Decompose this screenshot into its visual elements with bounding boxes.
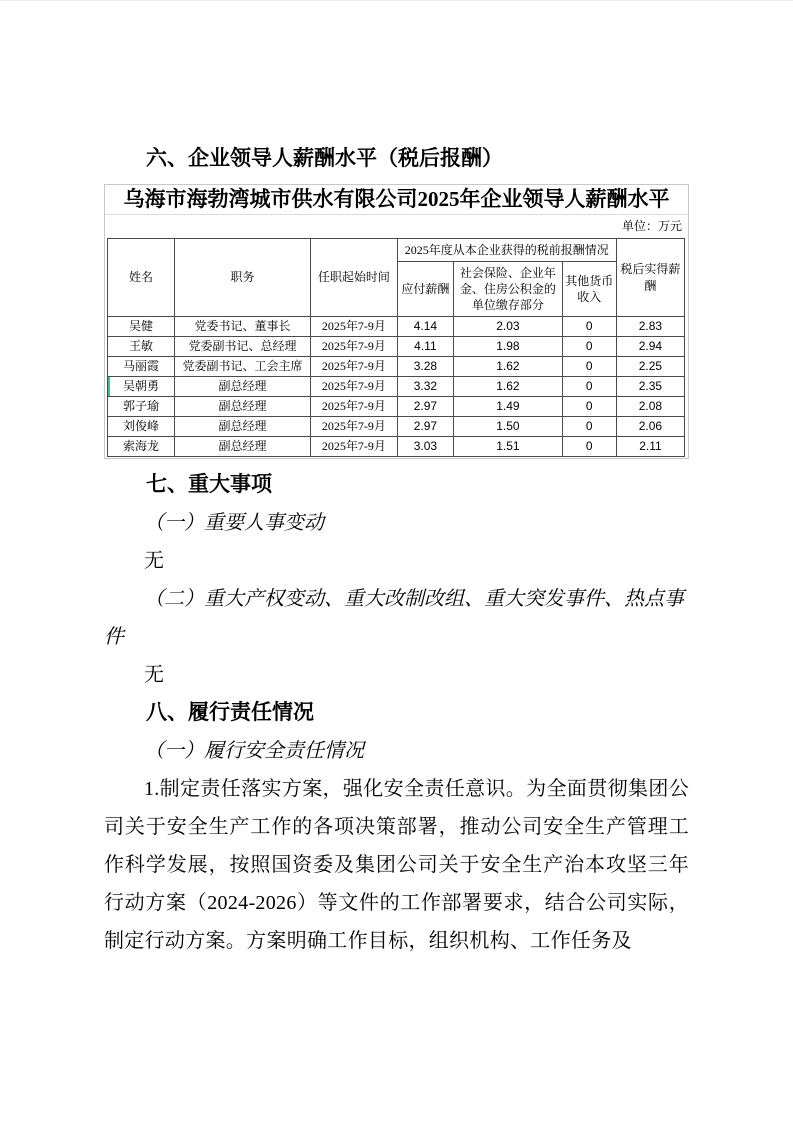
section7-sub2-heading: （二）重大产权变动、重大改制改组、重大突发事件、热点事件 <box>104 588 684 648</box>
table-row <box>108 337 685 357</box>
cell-name[interactable]: 郭子瑜 <box>108 397 175 417</box>
cell-name[interactable]: 索海龙 <box>108 437 175 457</box>
section7-heading: 七、重大事项 <box>146 473 272 496</box>
cell-other-income[interactable]: 0 <box>562 417 616 437</box>
cell-other-income[interactable]: 0 <box>562 397 616 417</box>
cell-position[interactable]: 党委书记、董事长 <box>174 317 310 337</box>
cell-social-insurance[interactable]: 1.98 <box>454 337 562 357</box>
cell-social-insurance[interactable]: 1.62 <box>454 357 562 377</box>
table-row <box>108 377 685 397</box>
cell-payable-salary[interactable]: 2.97 <box>397 417 454 437</box>
table-row <box>108 417 685 437</box>
cell-start-time[interactable]: 2025年7-9月 <box>311 377 398 397</box>
cell-social-insurance[interactable]: 1.49 <box>454 397 562 417</box>
col-header-other-income[interactable]: 其他货币收入 <box>562 262 616 317</box>
cell-start-time[interactable]: 2025年7-9月 <box>311 417 398 437</box>
salary-table-title: 乌海市海勃湾城市供水有限公司2025年企业领导人薪酬水平 <box>105 185 688 215</box>
cell-other-income[interactable]: 0 <box>562 317 616 337</box>
cell-other-income[interactable]: 0 <box>562 437 616 457</box>
col-header-position[interactable]: 职务 <box>174 239 310 317</box>
document-body <box>104 466 689 960</box>
section7-sub2-body: 无 <box>144 664 164 686</box>
col-header-social-insurance[interactable]: 社会保险、企业年金、住房公积金的单位缴存部分 <box>454 262 562 317</box>
cell-name[interactable]: 吴健 <box>108 317 175 337</box>
cell-other-income[interactable]: 0 <box>562 357 616 377</box>
cell-payable-salary[interactable]: 4.11 <box>397 337 454 357</box>
col-header-name[interactable]: 姓名 <box>108 239 175 317</box>
cell-start-time[interactable]: 2025年7-9月 <box>311 337 398 357</box>
salary-table-block <box>104 184 689 459</box>
cell-other-income[interactable]: 0 <box>562 337 616 357</box>
cell-position[interactable]: 副总经理 <box>174 377 310 397</box>
cell-start-time[interactable]: 2025年7-9月 <box>311 357 398 377</box>
cell-social-insurance[interactable]: 1.50 <box>454 417 562 437</box>
col-header-payable[interactable]: 应付薪酬 <box>397 262 454 317</box>
cell-name[interactable]: 马丽霞 <box>108 357 175 377</box>
cell-payable-salary[interactable]: 3.28 <box>397 357 454 377</box>
cell-start-time[interactable]: 2025年7-9月 <box>311 397 398 417</box>
cell-position[interactable]: 副总经理 <box>174 397 310 417</box>
col-header-start-time[interactable]: 任职起始时间 <box>311 239 398 317</box>
cell-payable-salary[interactable]: 2.97 <box>397 397 454 417</box>
cell-after-tax-salary[interactable]: 2.08 <box>616 397 684 417</box>
cell-after-tax-salary[interactable]: 2.35 <box>616 377 684 397</box>
cell-position[interactable]: 党委副书记、总经理 <box>174 337 310 357</box>
cell-position[interactable]: 副总经理 <box>174 417 310 437</box>
cell-after-tax-salary[interactable]: 2.94 <box>616 337 684 357</box>
cell-start-time[interactable]: 2025年7-9月 <box>311 437 398 457</box>
cell-name[interactable]: 刘俊峰 <box>108 417 175 437</box>
cell-social-insurance[interactable]: 2.03 <box>454 317 562 337</box>
cell-after-tax-salary[interactable]: 2.83 <box>616 317 684 337</box>
section7-sub1-body: 无 <box>144 550 164 572</box>
section8-paragraph: 1.制定责任落实方案，强化安全责任意识。为全面贯彻集团公司关于安全生产工作的各项决策部署，推动公司安全生产管理工作科学发展，按照国资委及集团公司关于安全生产治本攻坚三年行动方案（2024-2026）等文件的工作部署要求，结合公司实际，制定行动方案。方案明确工作目标，组织机构、工作任务及 <box>104 778 689 952</box>
cell-name[interactable]: 吴朝勇 <box>108 377 175 397</box>
cell-social-insurance[interactable]: 1.51 <box>454 437 562 457</box>
section8-sub1-heading: （一）履行安全责任情况 <box>144 740 364 762</box>
col-header-pretax-group[interactable]: 2025年度从本企业获得的税前报酬情况 <box>397 239 616 262</box>
salary-table-body <box>108 317 685 457</box>
cell-payable-salary[interactable]: 3.32 <box>397 377 454 397</box>
table-row <box>108 317 685 337</box>
unit-note: 单位：万元 <box>621 219 682 233</box>
cell-social-insurance[interactable]: 1.62 <box>454 377 562 397</box>
table-row <box>108 437 685 457</box>
section8-heading: 八、履行责任情况 <box>146 701 314 724</box>
cell-after-tax-salary[interactable]: 2.25 <box>616 357 684 377</box>
cell-start-time[interactable]: 2025年7-9月 <box>311 317 398 337</box>
table-row <box>108 357 685 377</box>
salary-table <box>107 238 685 457</box>
cell-position[interactable]: 党委副书记、工会主席 <box>174 357 310 377</box>
cell-position[interactable]: 副总经理 <box>174 437 310 457</box>
section6-heading: 六、企业领导人薪酬水平（税后报酬） <box>146 147 503 170</box>
cell-after-tax-salary[interactable]: 2.06 <box>616 417 684 437</box>
cell-payable-salary[interactable]: 4.14 <box>397 317 454 337</box>
section7-sub1-heading: （一）重要人事变动 <box>144 512 324 534</box>
cell-payable-salary[interactable]: 3.03 <box>397 437 454 457</box>
cell-name[interactable]: 王敏 <box>108 337 175 357</box>
table-row <box>108 397 685 417</box>
cell-other-income[interactable]: 0 <box>562 377 616 397</box>
col-header-after-tax[interactable]: 税后实得薪酬 <box>616 239 684 317</box>
cell-after-tax-salary[interactable]: 2.11 <box>616 437 684 457</box>
